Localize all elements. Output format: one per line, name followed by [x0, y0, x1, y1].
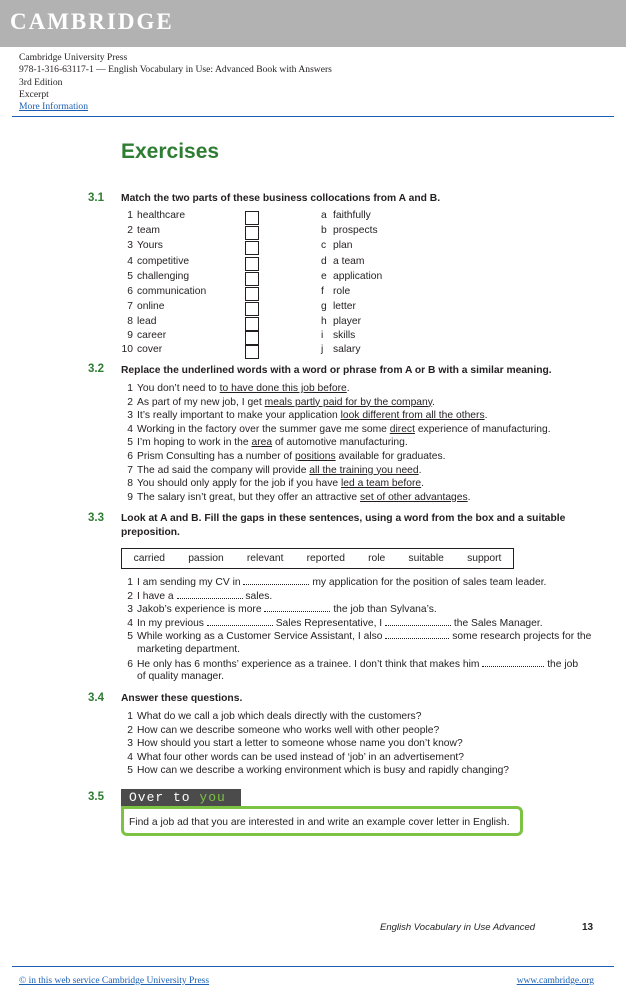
- item-letter: a: [321, 210, 327, 221]
- sentence-text: I have a: [137, 590, 177, 602]
- item-text: letter: [333, 301, 356, 313]
- item-letter: g: [321, 301, 327, 313]
- item-number: 2: [127, 724, 133, 736]
- sentence-text: of automotive manufacturing.: [272, 437, 408, 449]
- item-text: Yours: [137, 240, 163, 252]
- edition: 3rd Edition: [19, 76, 63, 88]
- underlined-phrase: to have done this job before: [219, 383, 347, 394]
- column-b-item: [321, 344, 360, 355]
- sentence-text: my application for the position of sales team leader.: [309, 577, 547, 588]
- item-letter: j: [321, 343, 324, 355]
- item-number: 2: [127, 396, 133, 408]
- sentence-text: .: [418, 464, 422, 476]
- sentence-item: [121, 383, 350, 394]
- sentence-text: the Sales Manager.: [451, 617, 543, 629]
- column-b-item: [321, 316, 361, 327]
- column-b-item: [321, 210, 371, 221]
- item-number: 2: [127, 225, 133, 237]
- sentence-text: I am sending my CV in: [137, 577, 244, 588]
- exercise-heading: Replace the underlined words with a word or phrase from A or B with a similar meaning.: [121, 365, 552, 376]
- column-b-item: [321, 225, 378, 236]
- item-number: 4: [127, 255, 133, 267]
- page-number: 13: [582, 922, 594, 933]
- column-a-item: [121, 256, 189, 267]
- item-text: application: [333, 270, 383, 282]
- item-text: communication: [137, 286, 207, 297]
- item-text: team: [137, 225, 160, 237]
- exercise-number: 3.5: [88, 791, 104, 803]
- question-item: [121, 711, 421, 722]
- answer-box[interactable]: [245, 226, 259, 240]
- underlined-phrase: look different from all the others: [340, 410, 485, 422]
- item-text: cover: [137, 343, 163, 355]
- excerpt-label: Excerpt: [19, 88, 49, 100]
- tab-you: you: [199, 790, 226, 805]
- item-letter: h: [321, 316, 327, 328]
- item-number: 3: [127, 738, 133, 750]
- sentence-item: [121, 465, 422, 476]
- column-a-item: [121, 240, 163, 251]
- item-text: competitive: [137, 255, 190, 267]
- sentence-text: the job: [544, 658, 579, 670]
- item-number: 3: [127, 604, 133, 616]
- item-text: player: [333, 316, 362, 328]
- more-information-link[interactable]: More Information: [19, 101, 89, 113]
- item-letter: f: [321, 286, 324, 297]
- gap-blank[interactable]: [243, 576, 309, 585]
- exercise-heading: Answer these questions.: [121, 693, 243, 704]
- item-number: 5: [127, 270, 133, 282]
- item-text: prospects: [333, 225, 378, 237]
- box-word: passion: [188, 553, 224, 564]
- sentence-text: .: [467, 491, 471, 503]
- item-number: 1: [127, 577, 133, 588]
- item-number: 4: [127, 617, 133, 629]
- footer-divider: [12, 966, 614, 967]
- item-number: 4: [127, 423, 133, 435]
- gap-blank[interactable]: [264, 603, 330, 612]
- question-text: How can we describe a working environment which is busy and rapidly changing?: [137, 765, 510, 777]
- book-footer: English Vocabulary in Use Advanced: [380, 922, 536, 933]
- answer-box[interactable]: [245, 331, 259, 345]
- answer-box[interactable]: [245, 272, 259, 286]
- sentence-text: Jakob’s experience is more: [137, 604, 265, 616]
- gap-blank[interactable]: [385, 630, 449, 639]
- gap-fill-item: [121, 590, 272, 602]
- over-to-you-tab: [121, 789, 241, 807]
- item-number: 8: [127, 316, 133, 328]
- item-text: role: [333, 286, 351, 297]
- item-number: 3: [127, 410, 133, 422]
- sentence-text: Working in the factory over the summer gave me some: [137, 423, 390, 435]
- column-b-item: [321, 271, 382, 282]
- column-a-item: [121, 271, 189, 282]
- column-a-item: [121, 344, 162, 355]
- sentence-text: .: [346, 383, 350, 394]
- header-divider: [12, 116, 614, 117]
- item-number: 5: [127, 437, 133, 449]
- heading-line: Look at A and B. Fill the gaps in these sentences, using a word from the box and a suitable: [121, 513, 566, 524]
- cambridge-logo: CAMBRIDGE: [10, 9, 174, 34]
- sentence-text: In my previous: [137, 617, 207, 629]
- sentence-text: experience of manufacturing.: [414, 423, 551, 435]
- item-number: 9: [127, 330, 133, 341]
- over-to-you-box: Find a job ad that you are interested in and write an example cover letter in English.: [121, 806, 523, 836]
- gap-fill-continuation: marketing department.: [137, 644, 241, 655]
- gap-fill-item: [121, 658, 578, 670]
- exercise-number: 3.4: [88, 692, 104, 704]
- question-item: [121, 725, 439, 736]
- gap-fill-item: [121, 576, 546, 588]
- item-number: 3: [127, 240, 133, 252]
- question-text: What do we call a job which deals directly with the customers?: [137, 711, 422, 722]
- sentence-text: .: [421, 478, 424, 490]
- answer-box[interactable]: [245, 302, 259, 316]
- cambridge-website-link[interactable]: www.cambridge.org: [516, 976, 594, 986]
- item-number: 10: [121, 343, 133, 355]
- question-text: How can we describe someone who works well with other people?: [137, 724, 440, 736]
- box-word: relevant: [246, 553, 284, 564]
- item-text: lead: [137, 316, 157, 328]
- item-text: online: [137, 301, 165, 313]
- publication-info: [19, 52, 332, 113]
- header-banner: [0, 0, 626, 47]
- answer-box[interactable]: [245, 257, 259, 271]
- sentence-text: You don’t need to: [137, 383, 220, 394]
- sentence-item: [121, 410, 487, 421]
- question-text: What four other words can be used instead of ‘job’ in an advertisement?: [137, 751, 465, 763]
- gap-fill-item: [121, 617, 543, 629]
- column-b-item: [321, 330, 355, 341]
- exercise-number: 3.1: [88, 192, 104, 204]
- item-number: 2: [127, 590, 133, 602]
- item-number: 9: [127, 491, 133, 503]
- item-letter: d: [321, 255, 327, 267]
- sentence-text: I’m hoping to work in the: [137, 437, 252, 449]
- item-number: 7: [127, 301, 133, 313]
- page-title: Exercises: [121, 140, 220, 163]
- sentence-text: He only has 6 months’ experience as a trainee. I don’t think that makes him: [137, 658, 483, 670]
- sentence-item: [121, 397, 435, 408]
- item-number: 4: [127, 751, 133, 763]
- sentence-item: [121, 451, 446, 462]
- item-text: skills: [333, 330, 356, 341]
- gap-fill-continuation: of quality manager.: [137, 671, 225, 683]
- item-text: plan: [333, 240, 353, 252]
- column-b-item: [321, 301, 356, 312]
- item-letter: e: [321, 270, 327, 282]
- sentence-text: As part of my new job, I get: [137, 396, 265, 408]
- item-number: 5: [127, 765, 133, 777]
- sentence-text: It’s really important to make your application: [137, 410, 341, 422]
- box-word: support: [467, 553, 502, 564]
- item-number: 1: [127, 383, 133, 394]
- exercise-heading: Match the two parts of these business collocations from A and B.: [121, 193, 441, 204]
- item-number: 8: [127, 478, 133, 490]
- sentence-text: Sales Representative, I: [272, 617, 386, 629]
- publisher: Cambridge University Press: [19, 52, 128, 63]
- column-a-item: [121, 330, 166, 341]
- column-b-item: [321, 286, 350, 297]
- item-text: healthcare: [137, 210, 186, 221]
- sentence-text: .: [484, 410, 488, 422]
- exercise-number: 3.3: [88, 512, 104, 524]
- tab-text: Over to: [129, 790, 200, 805]
- item-number: 5: [127, 631, 133, 643]
- underlined-phrase: positions: [294, 451, 336, 462]
- question-item: [121, 752, 464, 763]
- question-item: [121, 765, 509, 776]
- item-letter: c: [321, 240, 327, 252]
- gap-blank[interactable]: [177, 590, 243, 599]
- question-item: [121, 738, 463, 749]
- gap-fill-item: [121, 630, 591, 642]
- exercise-number: 3.2: [88, 363, 104, 375]
- column-a-item: [121, 301, 164, 312]
- answer-box[interactable]: [245, 345, 259, 359]
- underlined-phrase: area: [251, 437, 273, 449]
- sentence-text: available for graduates.: [335, 451, 446, 462]
- item-text: salary: [333, 343, 361, 355]
- question-text: How should you start a letter to someone whose name you don’t know?: [137, 738, 463, 750]
- sentence-text: While working as a Customer Service Assistant, I also: [137, 631, 386, 643]
- gap-blank[interactable]: [385, 617, 451, 626]
- sentence-text: some research projects for the: [449, 631, 592, 643]
- answer-box[interactable]: [245, 317, 259, 331]
- sentence-text: the job than Sylvana’s.: [330, 604, 437, 616]
- sentence-text: The ad said the company will provide: [137, 464, 310, 476]
- underlined-phrase: meals partly paid for by the company: [264, 396, 433, 408]
- underlined-phrase: direct: [389, 423, 415, 435]
- item-letter: b: [321, 225, 327, 237]
- item-number: 6: [127, 286, 133, 297]
- underlined-phrase: led a team before: [340, 478, 422, 490]
- sentence-text: .: [432, 396, 436, 408]
- item-letter: i: [321, 330, 324, 341]
- underlined-phrase: all the training you need: [309, 464, 419, 476]
- gap-blank[interactable]: [482, 658, 544, 667]
- item-text: faithfully: [333, 210, 371, 221]
- answer-box[interactable]: [245, 241, 259, 255]
- word-box: [121, 548, 514, 569]
- gap-blank[interactable]: [207, 617, 273, 626]
- sentence-text: Prism Consulting has a number of: [137, 451, 295, 462]
- box-word: role: [368, 553, 386, 564]
- box-word: carried: [133, 553, 166, 564]
- exercise-heading: [121, 512, 565, 540]
- column-a-item: [121, 286, 206, 297]
- column-a-item: [121, 316, 156, 327]
- item-text: challenging: [137, 270, 190, 282]
- answer-box[interactable]: [245, 211, 259, 225]
- item-number: 7: [127, 464, 133, 476]
- copyright-link[interactable]: © in this web service Cambridge University Press: [19, 976, 210, 986]
- sentence-item: [121, 424, 551, 435]
- isbn-title: 978-1-316-63117-1 — English Vocabulary in Use: Advanced Book with Answers: [19, 64, 332, 76]
- sentence-text: sales.: [242, 590, 273, 602]
- item-number: 6: [127, 451, 133, 462]
- box-word: suitable: [408, 553, 444, 564]
- column-a-item: [121, 210, 185, 221]
- sentence-text: You should only apply for the job if you have: [137, 478, 341, 490]
- sentence-item: [121, 478, 424, 489]
- box-word: reported: [306, 553, 345, 564]
- item-text: a team: [333, 255, 365, 267]
- item-number: 1: [127, 210, 133, 221]
- answer-box[interactable]: [245, 287, 259, 301]
- item-number: 6: [127, 658, 133, 670]
- column-a-item: [121, 225, 160, 236]
- item-number: 1: [127, 711, 133, 722]
- underlined-phrase: set of other advantages: [360, 491, 468, 503]
- column-b-item: [321, 256, 364, 267]
- sentence-text: The salary isn’t great, but they offer an attractive: [137, 491, 361, 503]
- gap-fill-item: [121, 603, 437, 615]
- sentence-item: [121, 437, 408, 448]
- item-text: career: [137, 330, 167, 341]
- sentence-item: [121, 492, 471, 503]
- heading-line: preposition.: [121, 527, 180, 538]
- column-b-item: [321, 240, 352, 251]
